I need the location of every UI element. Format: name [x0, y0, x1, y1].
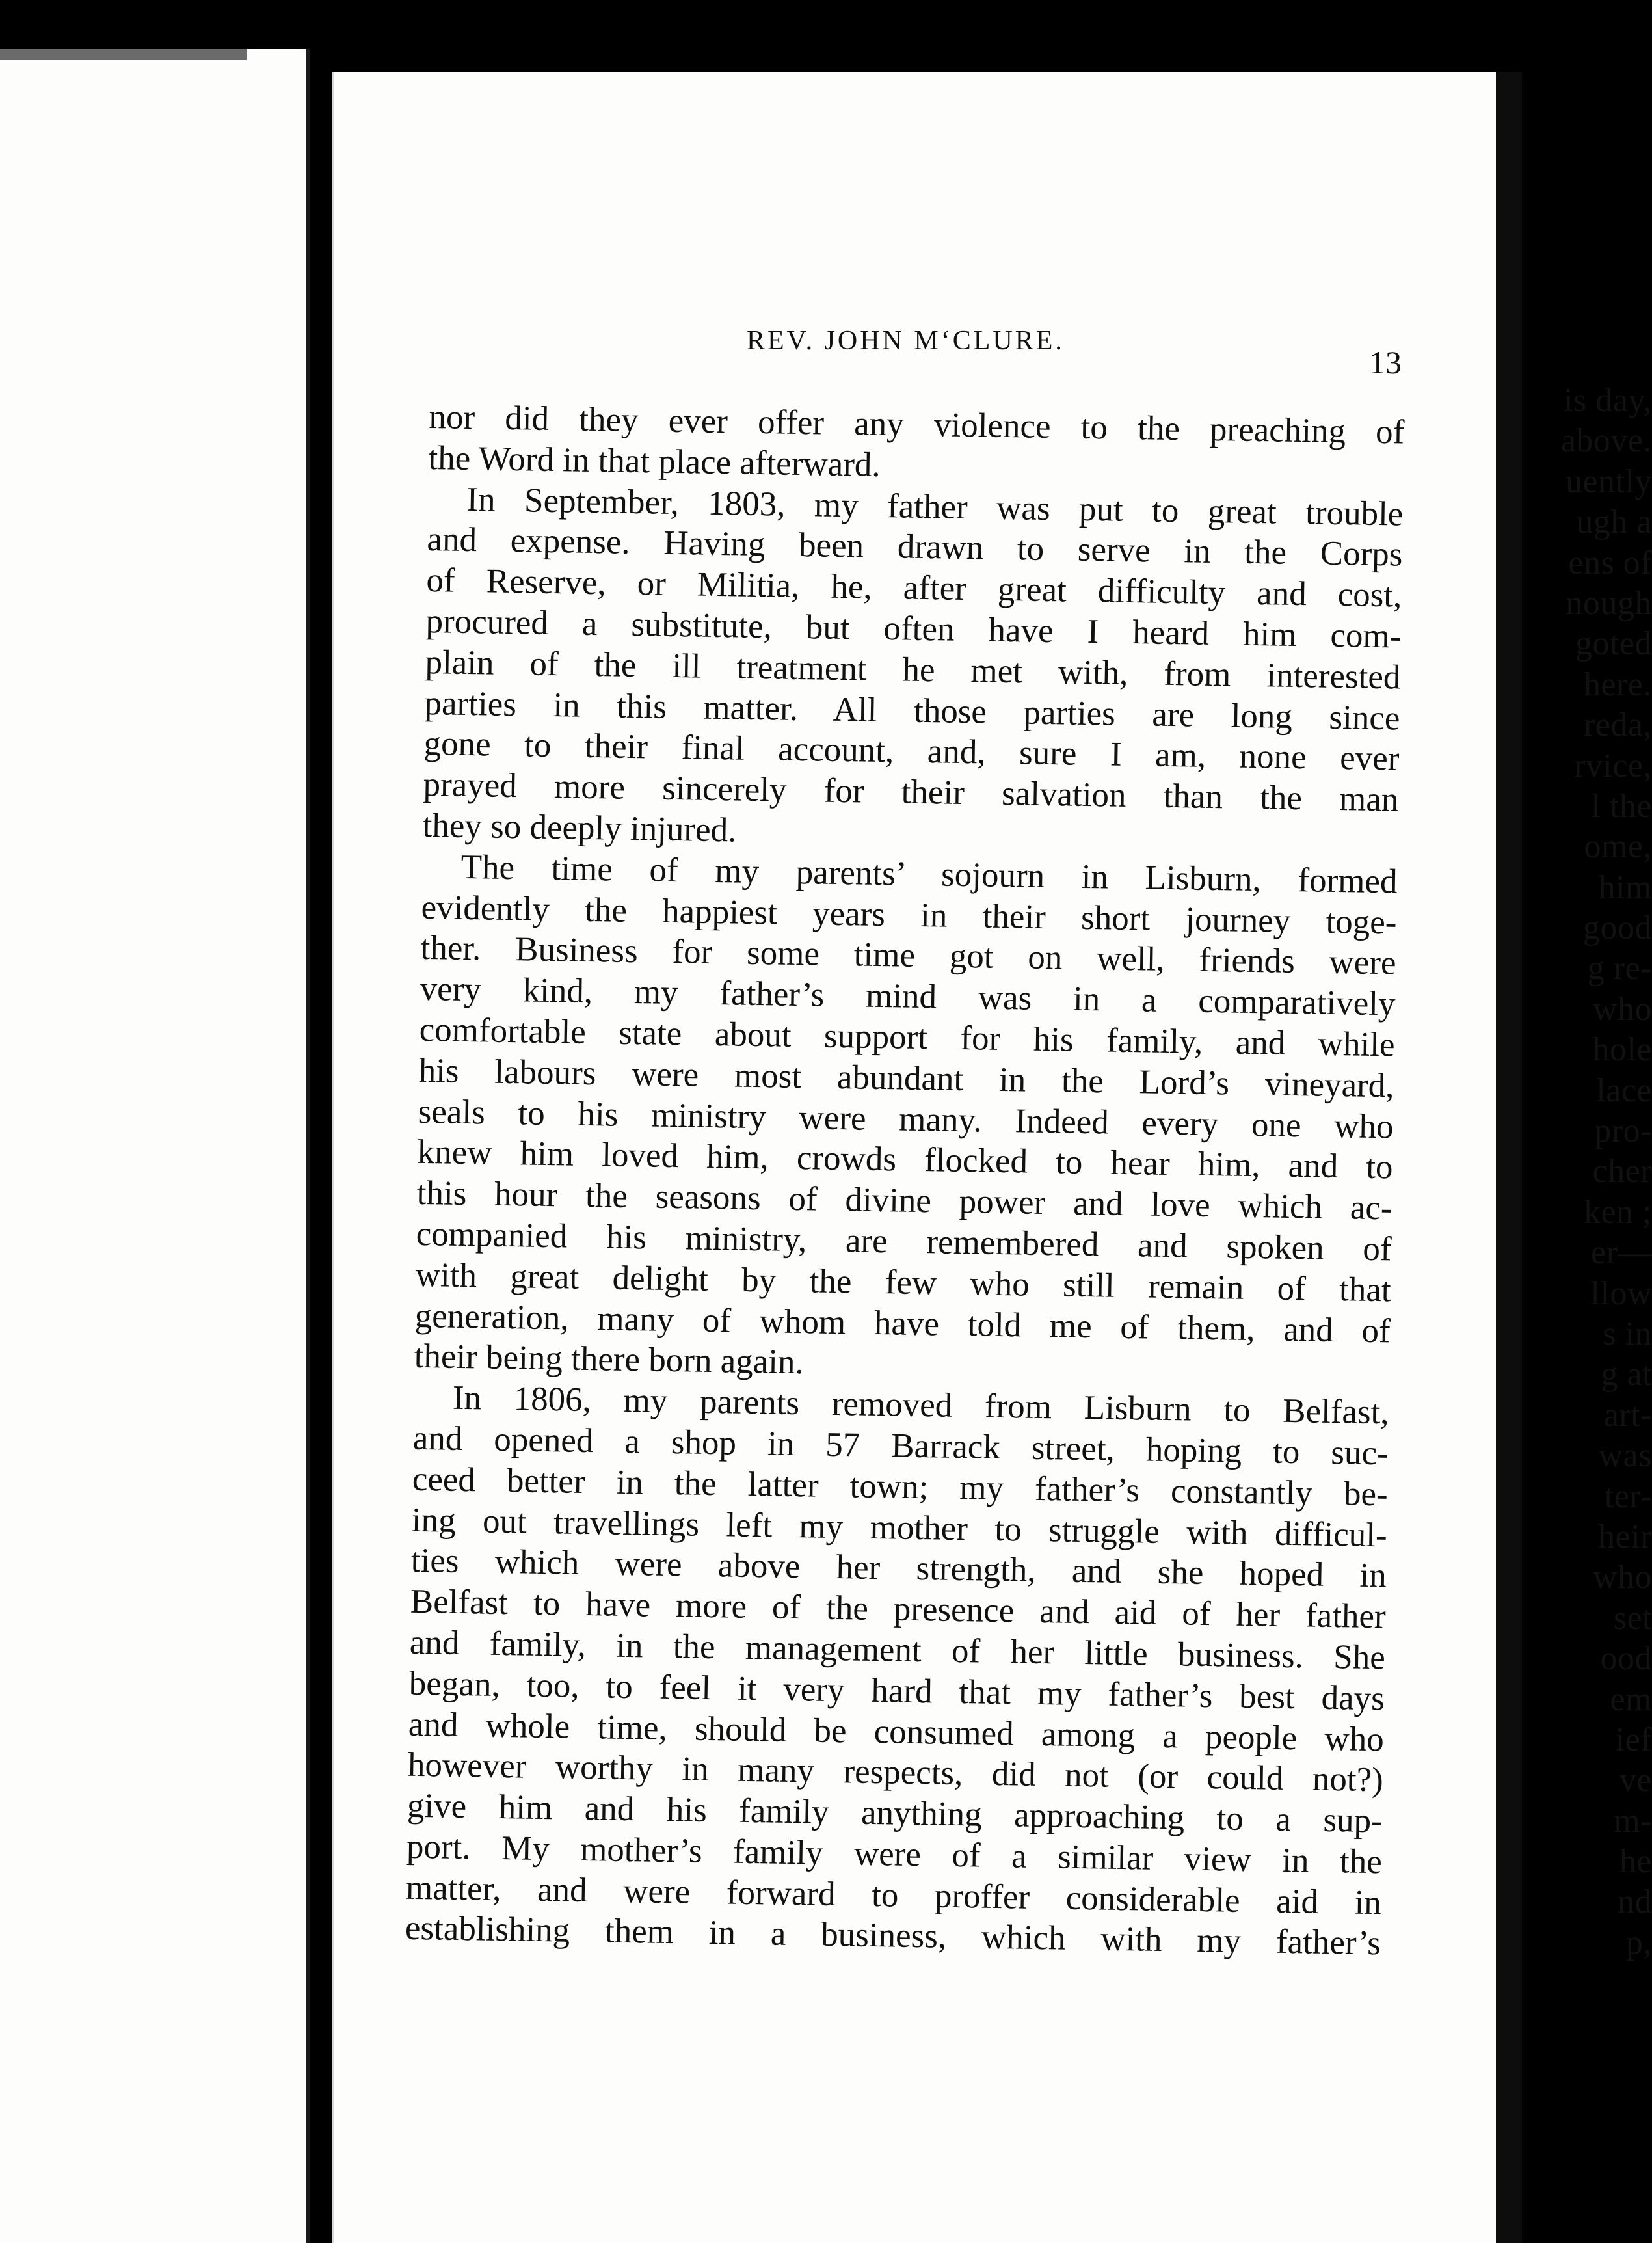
facing-page-line: reda,: [1584, 706, 1652, 744]
text-line: and opened a shop in 57 Barrack street, hoping to suc-: [412, 1419, 1389, 1473]
facing-page-line: rvice,: [1574, 747, 1652, 785]
facing-page-line: nd: [1618, 1883, 1652, 1921]
text-line: generation, many of whom have told me of them, and of: [414, 1296, 1391, 1350]
facing-page-line: cher: [1592, 1153, 1652, 1190]
facing-page-line: lace: [1596, 1071, 1652, 1109]
facing-page-line: here.: [1584, 665, 1652, 703]
text-line: plain of the ill treatment he met with, from interested: [425, 643, 1401, 697]
text-line: companied his ministry, are remembered and spoken of: [416, 1215, 1392, 1269]
text-line: his labours were most abundant in the Lord’s vineyard,: [418, 1051, 1395, 1105]
text-line: In 1806, my parents removed from Lisburn to Belfast,: [452, 1378, 1390, 1432]
text-line: ing out travellings left my mother to struggle with difficul-: [411, 1501, 1388, 1554]
facing-page-line: was: [1598, 1437, 1652, 1475]
facing-page-line: p,: [1626, 1924, 1652, 1961]
facing-page-line: uently: [1565, 463, 1652, 500]
text-line: comfortable state about support for his family, and while: [419, 1010, 1395, 1064]
text-line: however worthy in many respects, did not (or could not?): [407, 1746, 1384, 1799]
facing-page-text: [1541, 381, 1652, 1963]
facing-page: [0, 49, 310, 2243]
text-line: gone to their final account, and, sure I am, none ever: [423, 725, 1400, 778]
facing-page-line: above.: [1560, 422, 1652, 460]
facing-page-line: good: [1583, 909, 1652, 947]
text-line: they so deeply injured.: [422, 806, 737, 850]
facing-page-line: goted: [1575, 625, 1652, 663]
text-line: The time of my parents’ sojourn in Lisburn, formed: [460, 848, 1398, 901]
text-line: evidently the happiest years in their short journey toge-: [421, 888, 1397, 942]
facing-page-line: ugh a: [1576, 504, 1652, 541]
facing-page-line: ood: [1600, 1640, 1652, 1678]
facing-page-line: ter-: [1604, 1477, 1652, 1515]
text-line: Belfast to have more of the presence and aid of her father: [410, 1582, 1387, 1636]
facing-page-line: s in: [1603, 1315, 1652, 1352]
facing-page-line: art-: [1603, 1396, 1652, 1434]
text-line: seals to his ministry were many. Indeed every one who: [418, 1092, 1394, 1146]
facing-page-line: m-: [1614, 1802, 1652, 1840]
text-line: began, too, to feel it very hard that my father’s best days: [408, 1664, 1385, 1718]
facing-page-line: heir: [1598, 1518, 1652, 1555]
text-line: very kind, my father’s mind was in a comparatively: [420, 970, 1396, 1023]
text-line: the Word in that place afterward.: [428, 438, 881, 484]
facing-page-line: ve: [1619, 1762, 1652, 1799]
text-line: nor did they ever offer any violence to the preaching of: [429, 397, 1405, 451]
facing-page-line: who: [1592, 1559, 1652, 1596]
page-edge-shadow: [1496, 72, 1522, 2243]
facing-page-line: em: [1610, 1680, 1652, 1718]
text-line: and whole time, should be consumed among a people who: [408, 1705, 1385, 1758]
text-line: establishing them in a business, which with my father’s: [405, 1909, 1381, 1963]
text-line: and family, in the management of her little business. She: [409, 1623, 1386, 1677]
facing-page-line: he: [1619, 1843, 1652, 1881]
text-line: knew him loved him, crowds flocked to hear him, and to: [417, 1133, 1394, 1187]
text-line: give him and his family anything approaching to a sup-: [406, 1786, 1383, 1840]
facing-page-line: pro-: [1594, 1112, 1652, 1150]
text-line: this hour the seasons of divine power and love which ac-: [416, 1174, 1393, 1228]
facing-page-line: l the: [1591, 787, 1652, 825]
facing-page-line: g at: [1601, 1356, 1652, 1393]
facing-page-line: ken ;: [1583, 1193, 1652, 1231]
facing-page-line: nough: [1565, 584, 1652, 622]
text-line: their being there born again.: [414, 1337, 805, 1382]
facing-page-line: ief: [1615, 1721, 1652, 1758]
text-line: port. My mother’s family were of a similar view in the: [406, 1827, 1383, 1881]
facing-page-line: him: [1598, 868, 1652, 906]
facing-page-line: ome,: [1584, 828, 1652, 866]
text-line: prayed more sincerely for their salvation than the man: [423, 766, 1399, 819]
text-line: and expense. Having been drawn to serve in the Corps: [427, 520, 1403, 574]
facing-page-line: set: [1613, 1599, 1652, 1637]
facing-page-line: who: [1592, 990, 1652, 1028]
facing-page-edge: [0, 49, 247, 60]
text-line: ther. Business for some time got on well, friends were: [420, 929, 1396, 982]
facing-page-line: er—: [1591, 1234, 1652, 1272]
running-head: REV. JOHN M‘CLURE.: [747, 326, 1065, 356]
text-line: ties which were above her strength, and she hoped in: [410, 1542, 1387, 1595]
facing-page-line: llow: [1590, 1274, 1652, 1312]
facing-page-line: ens of: [1568, 544, 1652, 582]
facing-page-line: hole: [1592, 1031, 1652, 1069]
page-number: 13: [1369, 344, 1402, 381]
text-line: procured a substitute, but often have I heard him com-: [425, 602, 1402, 656]
text-line: ceed better in the latter town; my father’s constantly be-: [412, 1460, 1389, 1514]
facing-page-line: g re-: [1587, 950, 1652, 987]
text-line: of Reserve, or Militia, he, after great difficulty and cost,: [426, 561, 1402, 615]
facing-page-line: is day,: [1564, 382, 1652, 419]
text-line: In September, 1803, my father was put to great trouble: [466, 480, 1404, 533]
body-text: [405, 397, 1405, 1965]
text-line: matter, and were forward to proffer considerable aid in: [405, 1868, 1382, 1922]
text-line: parties in this matter. All those parties are long since: [424, 684, 1400, 738]
text-line: with great delight by the few who still remain of that: [415, 1256, 1392, 1310]
